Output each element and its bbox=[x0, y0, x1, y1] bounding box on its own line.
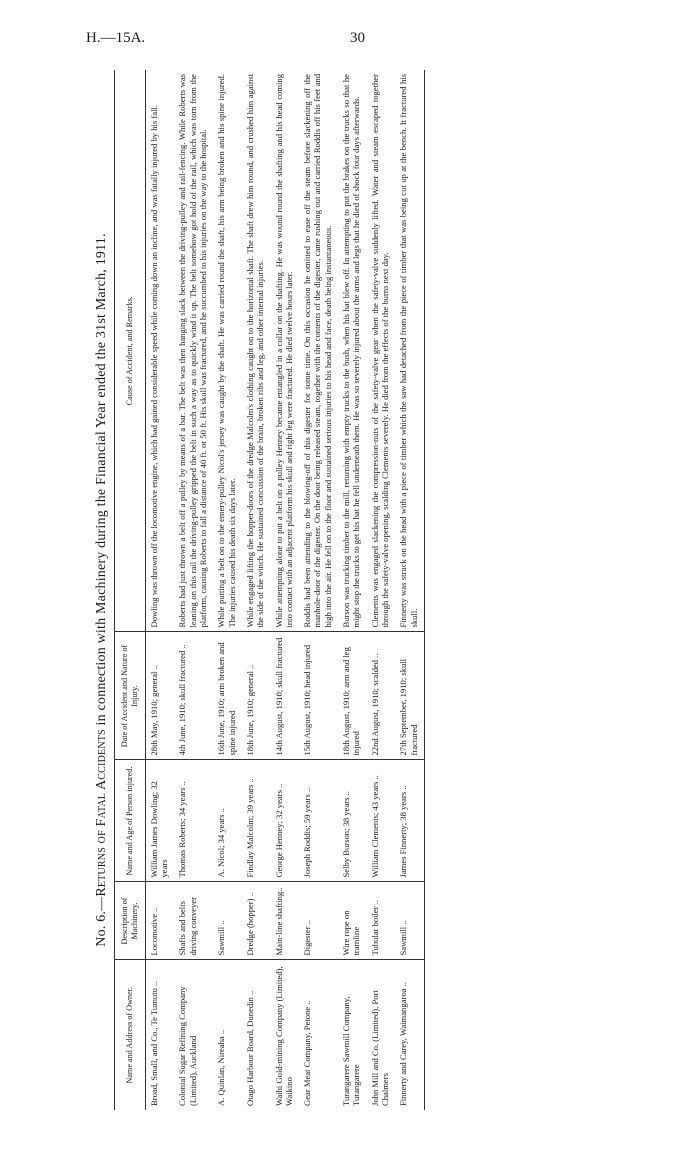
title-prefix: No. 6.— bbox=[94, 896, 109, 947]
cell-machinery: Locomotive .. bbox=[145, 882, 174, 960]
cell-person: George Henney; 32 years .. bbox=[271, 760, 300, 882]
cell-date-injury: 16th June, 1910; arm broken and spine injured bbox=[213, 632, 242, 760]
cell-machinery: Digester .. bbox=[299, 882, 338, 960]
column-header-owner: Name and Address of Owner. bbox=[115, 960, 146, 1110]
cell-remarks: While engaged lifting the hopper-doors of the dredge Malcolm's clothing caught on to the horizontal shaft. The shaft drew him round, and crushed him against the side of the winch. He sustained concussion of the brain, broken ribs and leg, and other internal injuries. bbox=[242, 70, 271, 632]
cell-date-injury: 27th September, 1910; skull fractured bbox=[395, 632, 424, 760]
table-row bbox=[395, 70, 424, 1110]
table-row bbox=[338, 70, 367, 1110]
column-header-person: Name and Age of Person injured. bbox=[115, 760, 146, 882]
page-title bbox=[90, 70, 114, 1110]
cell-remarks: Roberts had just thrown a belt off a pulley by means of a bar. The belt was then hanging slack between the driving-pulley and rail-fencing. While Roberts was leaning on this rail the driving-pulley gripped the belt in such a way as to quickly wind it up. The belt somehow got hold of the rail, which was torn from the platform, causing Roberts to fall a distance of 40 ft. or 50 ft. His skull was fractured, and he succumbed to his injuries on the way to the hospital. bbox=[174, 70, 213, 632]
cell-date-injury: 18th August, 1910; arm and leg injured bbox=[338, 632, 367, 760]
cell-remarks: While putting a belt on to the emery-pulley Nicol's jersey was caught by the shaft. He was carried round the shaft, his arm being broken and his spine injured. The injuries caused his death six days later. bbox=[213, 70, 242, 632]
cell-owner: Broad, Small, and Co., Te Tumutu .. bbox=[148, 981, 159, 1106]
cell-machinery: Shafts and belts driving conveyer bbox=[174, 882, 213, 960]
cell-remarks: Roddis had been attending to the blowing-off of this digester for some time. On this occasion he omitted to ease off the steam before slackening off the manhole-door of the digester. On the door being released steam, together with the contents of the digester, came rushing out and carried Roddis off his feet and high into the air. He fell on to the floor and sustained serious injuries to his head and face, death being instantaneous. bbox=[299, 70, 338, 632]
cell-owner: A. Quinlan, Nireaha .. bbox=[216, 1029, 227, 1106]
cell-remarks: Dowling was thrown off the locomotive engine, which had gained considerable speed while coming down an incline, and was fatally injured by his fall. bbox=[145, 70, 174, 632]
cell-date-injury: 22nd August, 1910; scalded .. bbox=[367, 632, 396, 760]
cell-owner: Colonial Sugar Refining Company (Limited), Auckland bbox=[177, 986, 198, 1106]
cell-machinery: Dredge (hopper) .. bbox=[242, 882, 271, 960]
cell-owner: Otago Harbour Board, Dunedin .. bbox=[244, 990, 255, 1106]
cell-person: Joseph Roddis; 59 years .. bbox=[299, 760, 338, 882]
cell-owner: Finnerty and Carey, Waimangaroa .. bbox=[398, 982, 409, 1106]
cell-date-injury: 18th June, 1910; general .. bbox=[242, 632, 271, 760]
column-header-date-injury: Date of Accident and Nature of Injury. bbox=[115, 632, 146, 760]
cell-person: William James Dowling; 32 years bbox=[145, 760, 174, 882]
table-row bbox=[299, 70, 338, 1110]
cell-date-injury: 4th June, 1910; skull fractured .. bbox=[174, 632, 213, 760]
cell-machinery: Main-line shafting.. bbox=[271, 882, 300, 960]
cell-person: Findlay Malcolm; 39 years .. bbox=[242, 760, 271, 882]
cell-date-injury: 15th August, 1910; head injured bbox=[299, 632, 338, 760]
cell-machinery: Sawmill .. bbox=[213, 882, 242, 960]
title-suffix: in connection with Machinery during the Financial Year ended the 31st March, 1911. bbox=[94, 233, 109, 726]
column-header-machinery: Description of Machinery. bbox=[115, 882, 146, 960]
table-row bbox=[174, 70, 213, 1110]
rotated-table-sheet bbox=[90, 70, 650, 1110]
cell-remarks: Finnerty was struck on the head with a piece of timber which the saw had detached from the piece of timber that was being cut up at the bench. It fractured his skull. bbox=[395, 70, 424, 632]
cell-remarks: While attempting alone to put a belt on a pulley Henney became entangled in a collar on the shafting. He was wound round the shafting and his head coming into contact with an adjacent platform his skull and right leg were fractured. He died twelve hours later. bbox=[271, 70, 300, 632]
cell-person: Selby Burson; 38 years .. bbox=[338, 760, 367, 882]
cell-person: James Finnerty; 38 years .. bbox=[395, 760, 424, 882]
cell-owner: Gear Meat Company, Petone .. bbox=[302, 1000, 313, 1106]
cell-remarks: Clements was engaged slackening the compression-nuts of the safety-valve gear when the safety-valve suddenly lifted. Water and steam escaped together through the safety-valve opening, scalding Clements severely. He died from the effects of the burns next day. bbox=[367, 70, 396, 632]
cell-machinery: Wire rope on tramline bbox=[338, 882, 367, 960]
cell-date-injury: 28th May, 1910; general .. bbox=[145, 632, 174, 760]
cell-machinery: Tubular boiler .. bbox=[367, 882, 396, 960]
page-code: H.—15A. bbox=[86, 30, 146, 46]
cell-person: William Clements; 43 years .. bbox=[367, 760, 396, 882]
cell-person: A. Nicol; 34 years .. bbox=[213, 760, 242, 882]
cell-remarks: Burson was trucking timber to the mill, returning with empty trucks to the bush, when his hat blew off. In attempting to put the brakes on the trucks so that he might stop the trucks to get his hat he fell underneath them. He was so severely injured about the arms and legs that he died of shock four days afterwards. bbox=[338, 70, 367, 632]
cell-owner: Turangarere Sawmill Company, Turangarere bbox=[341, 996, 362, 1106]
column-header-remarks: Cause of Accident, and Remarks. bbox=[115, 70, 146, 632]
cell-owner: John Mill and Co. (Limited), Port Chalmers bbox=[369, 990, 390, 1106]
accidents-table bbox=[114, 70, 425, 1110]
cell-machinery: Sawmill .. bbox=[395, 882, 424, 960]
table-row bbox=[367, 70, 396, 1110]
cell-person: Thomas Roberts; 34 years .. bbox=[174, 760, 213, 882]
table-row bbox=[271, 70, 300, 1110]
table-row bbox=[145, 70, 174, 1110]
cell-owner: Waihi Gold-mining Company (Limited), Waikino bbox=[273, 966, 294, 1106]
title-smallcaps: Returns of Fatal Accidents bbox=[94, 729, 109, 897]
table-row bbox=[242, 70, 271, 1110]
table-row bbox=[213, 70, 242, 1110]
page-number: 30 bbox=[350, 30, 365, 46]
table-header-row bbox=[115, 70, 146, 1110]
cell-date-injury: 14th August, 1910; skull fractured bbox=[271, 632, 300, 760]
